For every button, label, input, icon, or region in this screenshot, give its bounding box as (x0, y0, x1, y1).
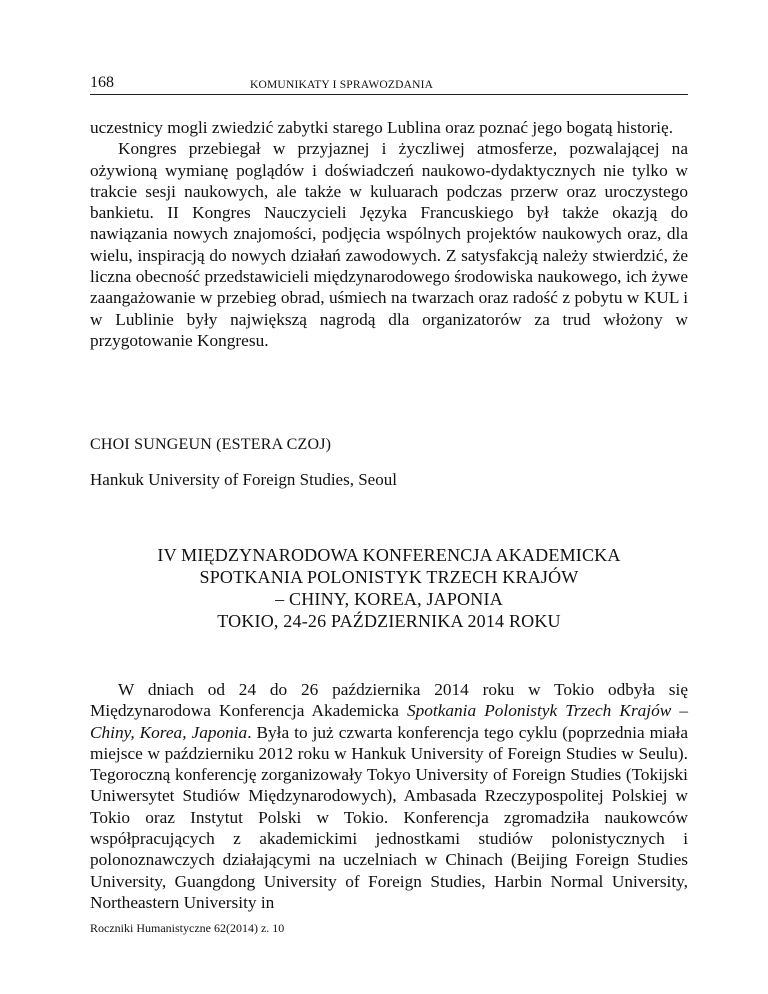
title-line: IV MIĘDZYNARODOWA KONFERENCJA AKADEMICKA (157, 545, 621, 565)
article-body (90, 679, 688, 913)
article-title (90, 544, 688, 632)
title-line: SPOTKANIA POLONISTYK TRZECH KRAJÓW (199, 567, 579, 587)
paragraph-continuation: uczestnicy mogli zwiedzić zabytki starego Lublina oraz poznać jego bogatą historię. (90, 118, 674, 137)
paragraph-text-rest: . Była to już czwarta konferencja tego cyklu (poprzednia miała miejsce w październiku 2012 roku w Hankuk University of Foreign Studies w Seulu). Tegoroczną konferencję zorganizowały Tokyo University of Foreign Studies (Tokijski Uniwersytet Studiów Międzynarodowych), Ambasada Rzeczypospolitej Polskiej w Tokio oraz Instytut Polski w Tokio. Konferencja zgromadziła naukowców współpracujących z akademickimi jednostkami studiów polonistycznych i polonoznawczych działającymi na uczelniach w Chinach (Beijing Foreign Studies University, Guangdong University of Foreign Studies, Harbin Normal University, Northeastern University in (90, 722, 688, 912)
paragraph-text-start: W dniach od 24 do 26 października 2014 roku w Tokio odbyła się Międzynarodowa Konferencja Akademicka (90, 680, 688, 721)
paragraph-congress-summary: Kongres przebiegał w przyjaznej i życzliwej atmosferze, pozwalającej na ożywioną wymianę poglądów i doświadczeń naukowo-dydaktycznych nie tylko w trakcie sesji naukowych, ale także w kuluarach podczas przerw oraz uroczystego bankietu. II Kongres Nauczycieli Języka Francuskiego był także okazją do nawiązania nowych znajomości, podjęcia wspólnych projektów naukowych oraz, dla wielu, inspiracją do nowych działań zawodowych. Z satysfakcją należy stwierdzić, że liczna obecność przedstawicieli międzynarodowego środowiska naukowego, ich żywe zaangażowanie w przebieg obrad, uśmiech na twarzach oraz radość z pobytu w KUL i w Lublinie były największą nagrodą dla organizatorów za trud włożony w przygotowanie Kongresu. (90, 139, 688, 350)
running-head: KOMUNIKATY I SPRAWOZDANIA (250, 79, 434, 91)
author-name: CHOI SUNGEUN (ESTERA CZOJ) (90, 436, 332, 453)
conference-name-italic: Spotkania Polonistyk Trzech Krajów – Chiny, Korea, Japonia (90, 701, 689, 742)
page-header (90, 70, 688, 95)
page-number: 168 (90, 74, 114, 91)
closing-text-previous-report (90, 117, 688, 351)
author-affiliation: Hankuk University of Foreign Studies, Seoul (90, 470, 397, 489)
title-line: TOKIO, 24-26 PAŹDZIERNIKA 2014 ROKU (217, 611, 561, 631)
title-line: – CHINY, KOREA, JAPONIA (275, 589, 503, 609)
paragraph-conference-intro (90, 679, 688, 913)
journal-footer: Roczniki Humanistyczne 62(2014) z. 10 (90, 921, 285, 935)
